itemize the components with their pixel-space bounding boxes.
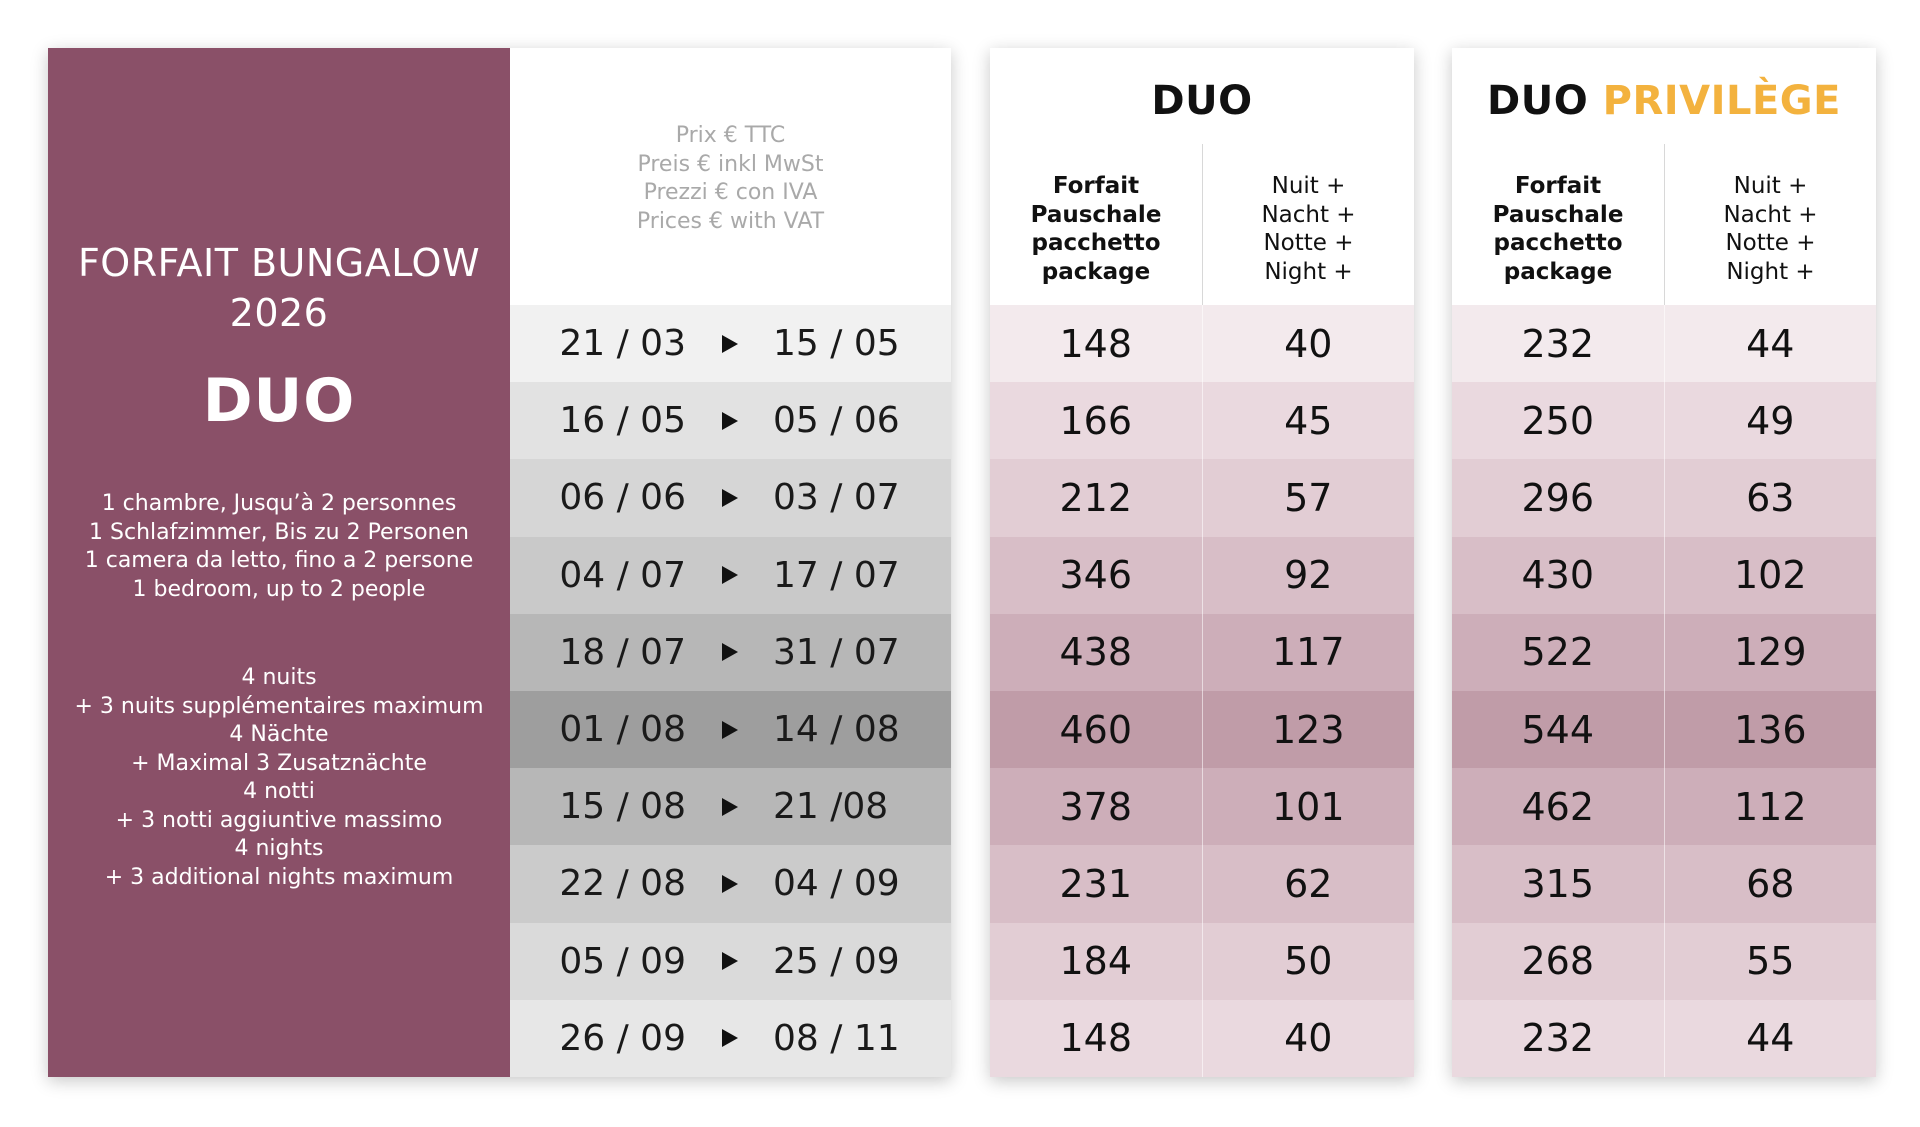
price-table-body	[990, 305, 1414, 1077]
package-price: 315	[1521, 861, 1595, 906]
period-start: 16 / 05	[559, 400, 686, 442]
period-end: 15 / 05	[773, 323, 900, 365]
period-row	[510, 923, 951, 1000]
price-table-header	[1452, 48, 1876, 305]
price-row	[1452, 691, 1876, 768]
period-end: 31 / 07	[773, 631, 900, 673]
extra-night-price: 50	[1202, 923, 1415, 1000]
column-header-line: package	[1041, 258, 1151, 285]
price-row	[990, 691, 1414, 768]
nights-description-line: 4 Nächte	[229, 722, 329, 747]
arrow-right-icon	[722, 952, 738, 970]
extra-night-price: 102	[1664, 537, 1877, 614]
period-end: 21 /08	[773, 786, 889, 828]
column-header-line: Forfait	[1514, 173, 1602, 199]
extra-night-price: 44	[1664, 1000, 1877, 1077]
package-price: 232	[1521, 321, 1595, 366]
price-table-privilege	[1452, 48, 1876, 1077]
arrow-right-icon	[722, 566, 738, 584]
period-row	[510, 768, 951, 845]
package-price: 430	[1521, 553, 1595, 598]
title-main: DUO	[1487, 78, 1589, 124]
price-table-body	[1452, 305, 1876, 1077]
room-description-line: 1 camera da letto, fino a 2 persone	[84, 548, 474, 573]
column-header-line: Forfait	[1052, 173, 1140, 199]
package-subtitle: DUO	[202, 366, 356, 436]
package-price: 232	[1521, 1016, 1595, 1061]
period-end: 17 / 07	[773, 554, 900, 596]
price-row	[990, 614, 1414, 691]
price-row	[990, 382, 1414, 459]
package-price: 346	[1059, 553, 1133, 598]
price-note-line: Prezzi € con IVA	[643, 180, 818, 205]
extra-night-price: 44	[1664, 305, 1877, 382]
extra-night-price: 57	[1202, 459, 1415, 536]
period-start: 22 / 08	[559, 863, 686, 905]
package-price: 296	[1521, 475, 1595, 520]
price-row	[1452, 1000, 1876, 1077]
price-row	[990, 845, 1414, 922]
nights-description-line: + 3 notti aggiuntive massimo	[115, 807, 443, 833]
price-row	[1452, 537, 1876, 614]
col-head-package	[1452, 144, 1664, 305]
column-header-line: Notte +	[1725, 230, 1816, 256]
title-accent: PRIVILÈGE	[1602, 78, 1841, 124]
period-start: 01 / 08	[559, 709, 686, 751]
price-row	[990, 537, 1414, 614]
package-price: 212	[1059, 475, 1133, 520]
price-note-line: Prix € TTC	[675, 123, 786, 148]
price-row	[1452, 614, 1876, 691]
bungalow-info-card	[48, 48, 951, 1077]
extra-night-price: 117	[1202, 614, 1415, 691]
nights-description-line: + 3 additional nights maximum	[104, 864, 454, 890]
period-row	[510, 459, 951, 536]
col-head-extra-night	[1202, 144, 1414, 305]
price-row	[990, 1000, 1414, 1077]
package-price: 438	[1059, 630, 1133, 675]
column-header-line: Nuit +	[1733, 173, 1808, 199]
period-end: 25 / 09	[773, 940, 900, 982]
period-start: 05 / 09	[559, 940, 686, 982]
arrow-right-icon	[722, 489, 738, 507]
extra-night-price: 62	[1202, 845, 1415, 922]
extra-night-price: 45	[1202, 382, 1415, 459]
room-description-line: 1 chambre, Jusqu’à 2 personnes	[101, 491, 457, 516]
price-row	[990, 923, 1414, 1000]
column-header-line: Night +	[1264, 258, 1353, 285]
date-rows	[510, 305, 951, 1077]
arrow-right-icon	[722, 798, 738, 816]
col-head-package	[990, 144, 1202, 305]
period-row	[510, 305, 951, 382]
nights-description-line: 4 notti	[243, 779, 315, 804]
title-main: DUO	[1151, 78, 1253, 124]
package-price: 522	[1521, 630, 1595, 675]
price-row	[1452, 845, 1876, 922]
period-row	[510, 1000, 951, 1077]
period-start: 26 / 09	[559, 1017, 686, 1059]
period-row	[510, 845, 951, 922]
extra-night-price: 136	[1664, 691, 1877, 768]
room-description	[48, 490, 510, 604]
extra-night-price: 55	[1664, 923, 1877, 1000]
column-header-line: Notte +	[1263, 230, 1354, 256]
price-table-title	[990, 78, 1414, 124]
price-table-title	[1452, 78, 1876, 124]
column-header-line: pacchetto	[1493, 230, 1623, 256]
price-row	[1452, 382, 1876, 459]
package-title	[48, 238, 510, 338]
column-header-line: Nacht +	[1261, 201, 1356, 228]
package-price: 231	[1059, 861, 1133, 906]
period-start: 06 / 06	[559, 477, 686, 519]
column-header-line: Night +	[1726, 258, 1815, 285]
price-row	[1452, 768, 1876, 845]
room-description-line: 1 Schlafzimmer, Bis zu 2 Personen	[89, 519, 469, 545]
column-headers	[990, 144, 1414, 305]
period-row	[510, 691, 951, 768]
column-headers	[1452, 144, 1876, 305]
extra-night-price: 40	[1202, 305, 1415, 382]
arrow-right-icon	[722, 721, 738, 739]
package-title-line: FORFAIT BUNGALOW	[77, 241, 481, 285]
dates-panel	[510, 48, 951, 1077]
package-price: 250	[1521, 398, 1595, 443]
package-price: 166	[1059, 398, 1133, 443]
package-price: 378	[1059, 784, 1133, 829]
price-row	[1452, 923, 1876, 1000]
period-row	[510, 614, 951, 691]
extra-night-price: 101	[1202, 768, 1415, 845]
extra-night-price: 40	[1202, 1000, 1415, 1077]
extra-night-price: 112	[1664, 768, 1877, 845]
column-header-line: Pauschale	[1492, 201, 1624, 228]
price-row	[990, 305, 1414, 382]
price-row	[990, 459, 1414, 536]
col-head-extra-night	[1664, 144, 1876, 305]
package-year: 2026	[229, 291, 329, 335]
arrow-right-icon	[722, 412, 738, 430]
extra-night-price: 129	[1664, 614, 1877, 691]
package-price: 460	[1059, 707, 1133, 752]
column-header-line: Pauschale	[1030, 201, 1162, 228]
column-header-line: pacchetto	[1031, 230, 1161, 256]
period-end: 08 / 11	[773, 1017, 900, 1059]
period-row	[510, 537, 951, 614]
column-header-line: Nuit +	[1271, 173, 1346, 199]
price-note	[510, 48, 951, 305]
period-start: 18 / 07	[559, 631, 686, 673]
price-row	[1452, 459, 1876, 536]
extra-night-price: 123	[1202, 691, 1415, 768]
extra-night-price: 68	[1664, 845, 1877, 922]
package-price: 268	[1521, 939, 1595, 984]
nights-description-line: + Maximal 3 Zusatznächte	[131, 750, 427, 776]
price-note-line: Prices € with VAT	[636, 208, 825, 234]
period-end: 05 / 06	[773, 400, 900, 442]
package-price: 544	[1521, 707, 1595, 752]
period-start: 21 / 03	[559, 323, 686, 365]
nights-description-line: 4 nights	[234, 836, 324, 861]
price-row	[990, 768, 1414, 845]
arrow-right-icon	[722, 875, 738, 893]
period-end: 14 / 08	[773, 709, 900, 751]
package-price: 148	[1059, 1016, 1133, 1061]
nights-description-line: 4 nuits	[241, 665, 317, 690]
period-end: 03 / 07	[773, 477, 900, 519]
arrow-right-icon	[722, 643, 738, 661]
nights-description	[48, 664, 510, 892]
package-price: 462	[1521, 784, 1595, 829]
period-start: 04 / 07	[559, 554, 686, 596]
price-table-header	[990, 48, 1414, 305]
extra-night-price: 49	[1664, 382, 1877, 459]
package-price: 148	[1059, 321, 1133, 366]
period-row	[510, 382, 951, 459]
price-table-duo	[990, 48, 1414, 1077]
arrow-right-icon	[722, 1029, 738, 1047]
price-note-line: Preis € inkl MwSt	[637, 151, 824, 177]
info-panel	[48, 48, 510, 1077]
period-end: 04 / 09	[773, 863, 900, 905]
column-header-line: Nacht +	[1723, 201, 1818, 228]
extra-night-price: 63	[1664, 459, 1877, 536]
period-start: 15 / 08	[559, 786, 686, 828]
price-row	[1452, 305, 1876, 382]
column-header-line: package	[1503, 258, 1613, 285]
room-description-line: 1 bedroom, up to 2 people	[132, 576, 426, 602]
nights-description-line: + 3 nuits supplémentaires maximum	[74, 693, 484, 719]
package-price: 184	[1059, 939, 1133, 984]
arrow-right-icon	[722, 335, 738, 353]
extra-night-price: 92	[1202, 537, 1415, 614]
